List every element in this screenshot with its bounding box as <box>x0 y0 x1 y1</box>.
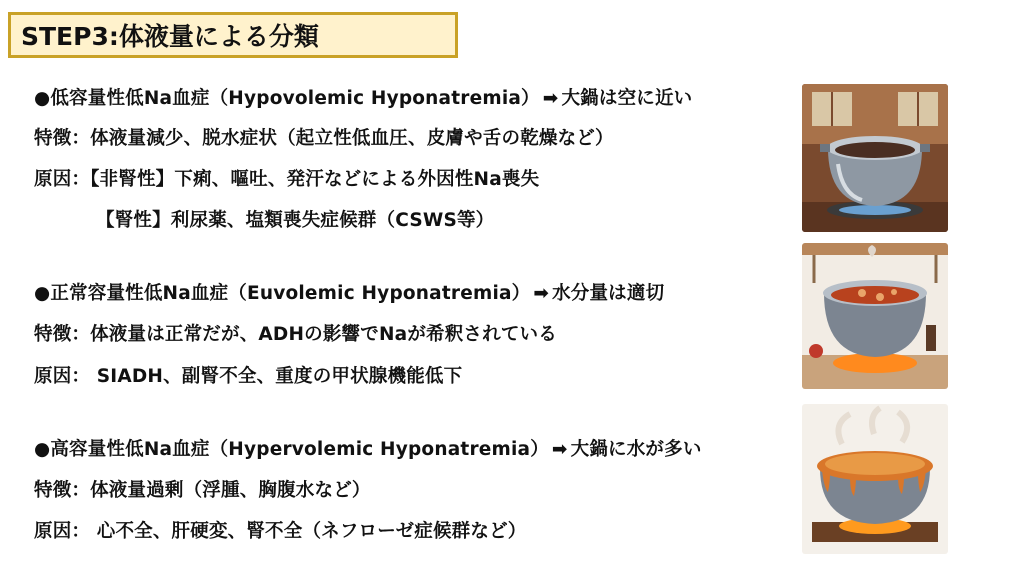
arrow-right-icon: ➡ <box>551 439 568 460</box>
overflowing-cauldron-icon <box>802 404 948 554</box>
section-2-heading: ●正常容量性低Na血症（Euvolemic Hyponatremia） <box>34 283 531 304</box>
section-3-metaphor: 大鍋に水が多い <box>570 439 702 460</box>
arrow-right-icon: ➡ <box>533 283 550 304</box>
section-3-heading: ●高容量性低Na血症（Hypervolemic Hyponatremia） <box>34 439 549 460</box>
section-1-feature: 特徴：体液量減少、脱水症状（起立性低血圧、皮膚や舌の乾燥など） <box>34 128 614 149</box>
section-3-cause: 原因： 心不全、肝硬変、腎不全（ネフローゼ症候群など） <box>34 521 527 542</box>
section-1-heading: ●低容量性低Na血症（Hypovolemic Hyponatremia） <box>34 88 540 109</box>
section-1-cause-renal: 【腎性】利尿薬、塩類喪失症候群（CSWS等） <box>96 210 495 231</box>
stew-cauldron-icon <box>802 243 948 389</box>
section-3-feature: 特徴：体液量過剰（浮腫、胸腹水など） <box>34 480 371 501</box>
section-2-feature: 特徴：体液量は正常だが、ADHの影響でNaが希釈されている <box>34 324 557 345</box>
section-1-metaphor: 大鍋は空に近い <box>561 88 693 109</box>
section-3-heading-line <box>34 435 702 461</box>
arrow-right-icon: ➡ <box>542 88 559 109</box>
slide-title: STEP3:体液量による分類 <box>8 12 458 58</box>
section-2-cause: 原因： SIADH、副腎不全、重度の甲状腺機能低下 <box>34 366 463 387</box>
section-1-cause: 原因：【非腎性】下痢、嘔吐、発汗などによる外因性Na喪失 <box>34 169 540 190</box>
empty-cauldron-icon <box>802 84 948 232</box>
section-1-heading-line <box>34 84 692 110</box>
section-2-heading-line <box>34 279 664 305</box>
section-2-metaphor: 水分量は適切 <box>552 283 665 304</box>
